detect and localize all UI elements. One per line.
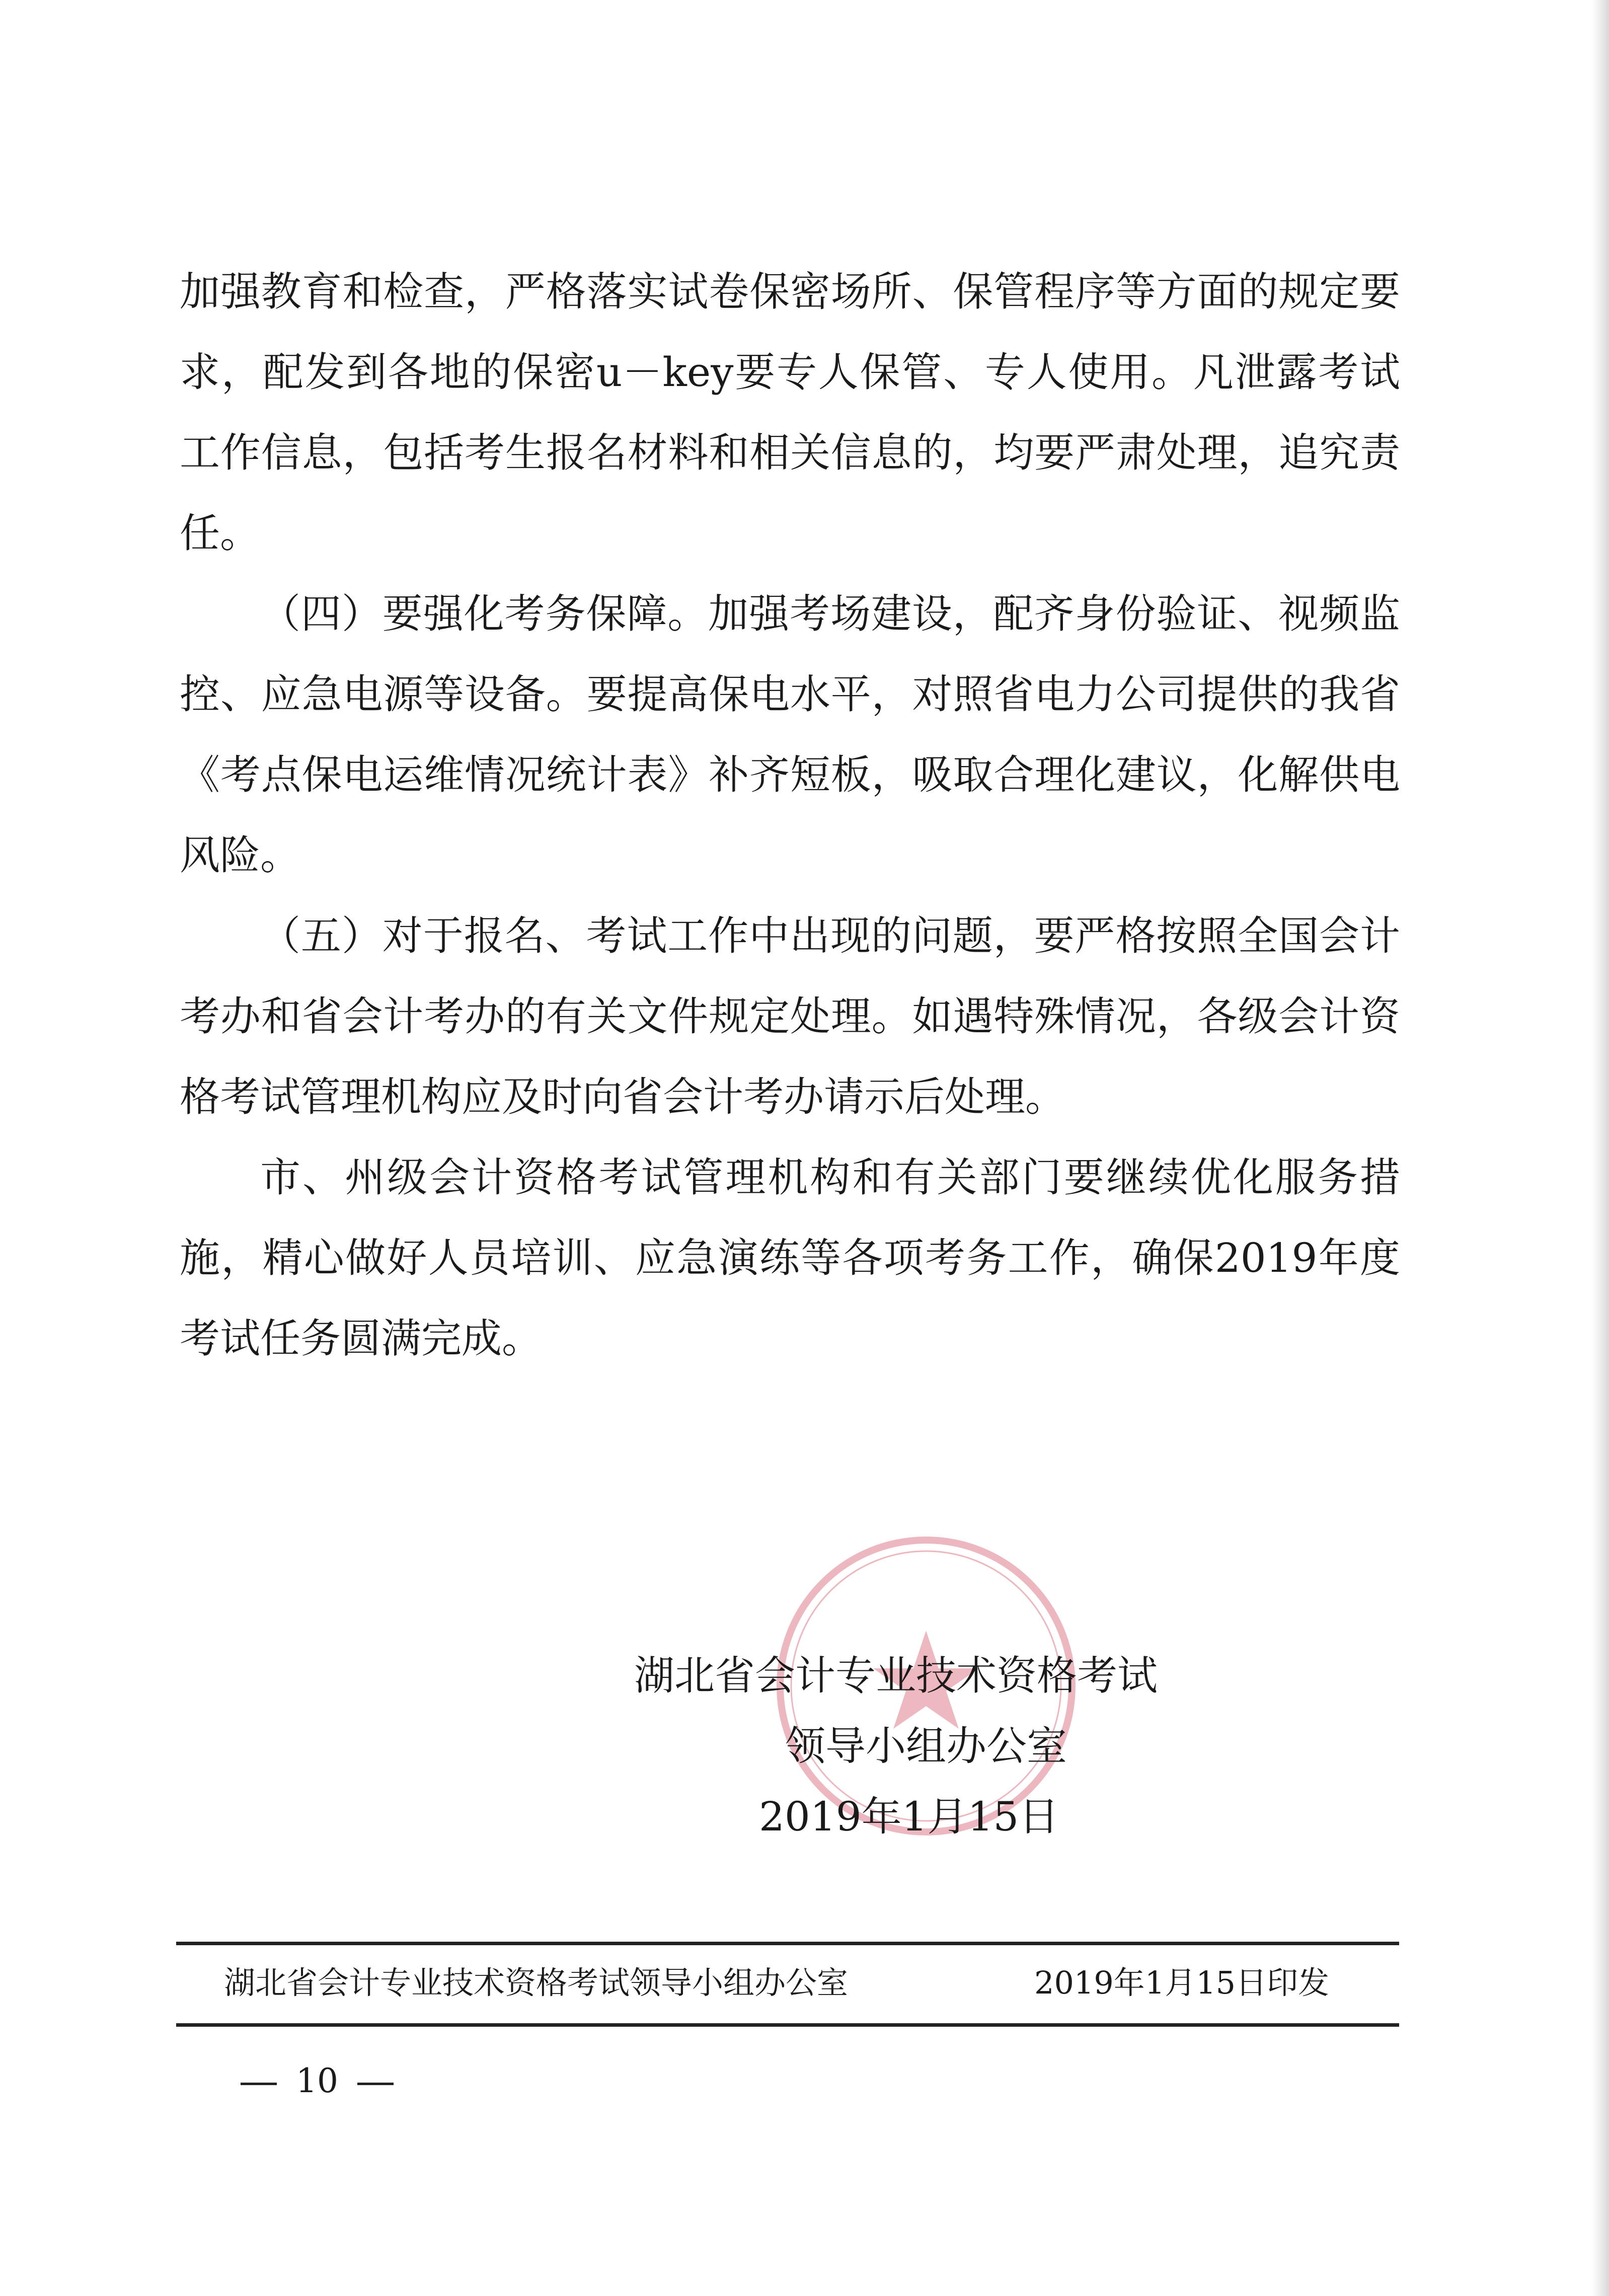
paragraph-confidentiality: 加强教育和检查，严格落实试卷保密场所、保管程序等方面的规定要求，配发到各地的保密u－key要专人保管、专人使用。凡泄露考试工作信息，包括考生报名材料和相关信息的，均要严肃处理，追究责任。: [180, 268, 1400, 557]
page-number-value: 10: [296, 2061, 338, 2100]
document-body: [180, 252, 1400, 1379]
signature-date: 2019年1月15日: [759, 1793, 1059, 1840]
signature-org-line1: 湖北省会计专业技术资格考试: [634, 1652, 1158, 1699]
signature-org-line2: 领导小组办公室: [785, 1723, 1067, 1770]
page-number-dash-right: [357, 2083, 394, 2085]
page-number-dash-left: [241, 2083, 277, 2085]
scan-edge: [1592, 0, 1609, 2296]
paragraph-closing: 市、州级会计资格考试管理机构和有关部门要继续优化服务措施，精心做好人员培训、应急演练等各项考务工作，确保2019年度考试任务圆满完成。: [180, 1154, 1400, 1362]
footer-issue-date: 2019年1月15日印发: [1034, 1964, 1330, 2001]
footer-issuer: 湖北省会计专业技术资格考试领导小组办公室: [224, 1964, 849, 2001]
footer-rule-bottom: [176, 2023, 1399, 2027]
page-number: [221, 2058, 413, 2104]
paragraph-issue-handling: （五）对于报名、考试工作中出现的问题，要严格按照全国会计考办和省会计考办的有关文件规定处理。如遇特殊情况，各级会计资格考试管理机构应及时向省会计考办请示后处理。: [180, 912, 1400, 1120]
footer-rule-top: [176, 1942, 1399, 1945]
paragraph-exam-support: （四）要强化考务保障。加强考场建设，配齐身份验证、视频监控、应急电源等设备。要提高保电水平，对照省电力公司提供的我省《考点保电运维情况统计表》补齐短板，吸取合理化建议，化解供电风险。: [180, 590, 1400, 879]
